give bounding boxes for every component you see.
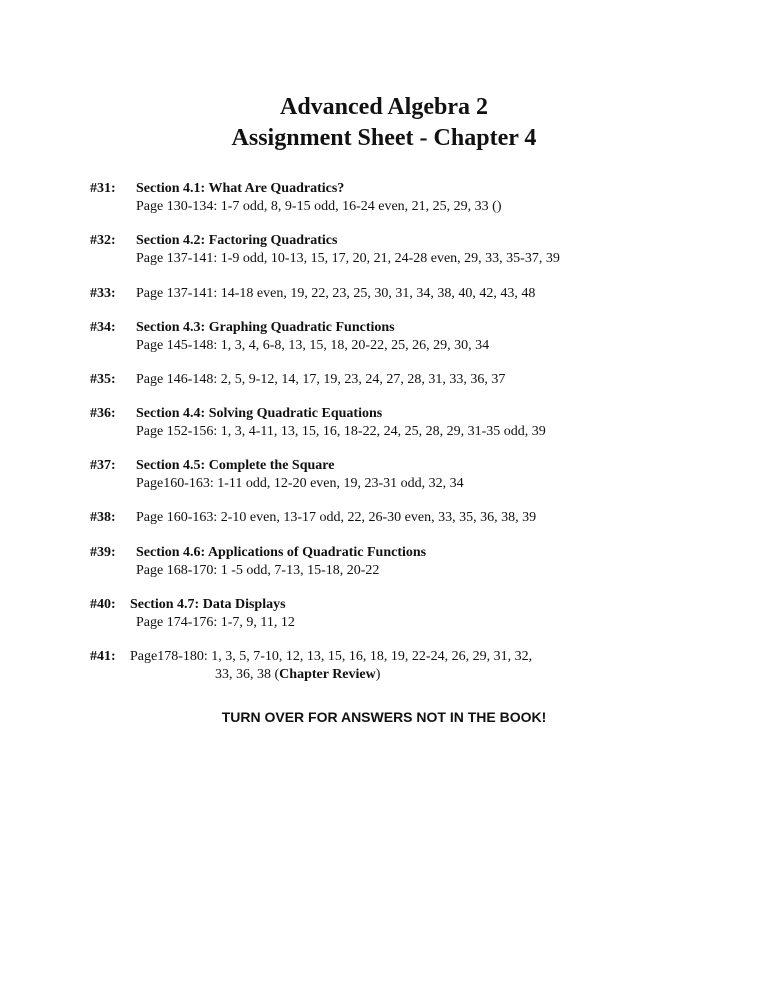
- assignment-number: #34:: [90, 320, 116, 335]
- assignment-number: #40:: [90, 597, 116, 612]
- page-problems: Page 160-163: 2-10 even, 13-17 odd, 22, 26-30 even, 33, 35, 36, 38, 39: [136, 510, 537, 525]
- assignment-number: #35:: [90, 372, 116, 387]
- section-heading: Section 4.5: Complete the Square: [136, 458, 335, 473]
- assignment-number: #31:: [90, 181, 116, 196]
- turn-over-notice: TURN OVER FOR ANSWERS NOT IN THE BOOK!: [221, 709, 547, 725]
- chapter-review-label: Chapter Review: [279, 667, 376, 682]
- section-heading: Section 4.2: Factoring Quadratics: [136, 233, 338, 248]
- assignment-number: #38:: [90, 510, 116, 525]
- page-problems: Page 137-141: 1-9 odd, 10-13, 15, 17, 20, 21, 24-28 even, 29, 33, 35-37, 39: [136, 251, 560, 266]
- section-heading: Section 4.6: Applications of Quadratic Functions: [136, 545, 427, 560]
- page-problems: Page 130-134: 1-7 odd, 8, 9-15 odd, 16-24 even, 21, 25, 29, 33 (): [136, 199, 502, 214]
- page-title-sheet: Assignment Sheet - Chapter 4: [231, 125, 537, 151]
- assignment-number: #32:: [90, 233, 116, 248]
- page-problems-continued: [215, 666, 380, 683]
- section-heading: Section 4.7: Data Displays: [130, 597, 286, 612]
- page-problems: Page 146-148: 2, 5, 9-12, 14, 17, 19, 23, 24, 27, 28, 31, 33, 36, 37: [136, 372, 506, 387]
- close-paren: ): [375, 667, 381, 682]
- section-heading: Section 4.4: Solving Quadratic Equations: [136, 406, 383, 421]
- page-problems: Page 152-156: 1, 3, 4-11, 13, 15, 16, 18-22, 24, 25, 28, 29, 31-35 odd, 39: [136, 424, 546, 439]
- assignment-number: #37:: [90, 458, 116, 473]
- assignment-number: #39:: [90, 545, 116, 560]
- page-problems-line2: 33, 36, 38 (: [215, 667, 280, 682]
- section-heading: Section 4.3: Graphing Quadratic Functions: [136, 320, 395, 335]
- page-problems: Page 168-170: 1 -5 odd, 7-13, 15-18, 20-22: [136, 563, 380, 578]
- page-title-course: Advanced Algebra 2: [279, 94, 488, 120]
- page-problems: Page 174-176: 1-7, 9, 11, 12: [136, 615, 295, 630]
- page-problems: Page 137-141: 14-18 even, 19, 22, 23, 25, 30, 31, 34, 38, 40, 42, 43, 48: [136, 286, 536, 301]
- page-problems: Page 145-148: 1, 3, 4, 6-8, 13, 15, 18, 20-22, 25, 26, 29, 30, 34: [136, 338, 490, 353]
- page-problems: Page178-180: 1, 3, 5, 7-10, 12, 13, 15, 16, 18, 19, 22-24, 26, 29, 31, 32,: [130, 649, 533, 664]
- assignment-number: #36:: [90, 406, 116, 421]
- assignment-number: #41:: [90, 649, 116, 664]
- section-heading: Section 4.1: What Are Quadratics?: [136, 181, 345, 196]
- page-problems: Page160-163: 1-11 odd, 12-20 even, 19, 23-31 odd, 32, 34: [136, 476, 464, 491]
- assignment-number: #33:: [90, 286, 116, 301]
